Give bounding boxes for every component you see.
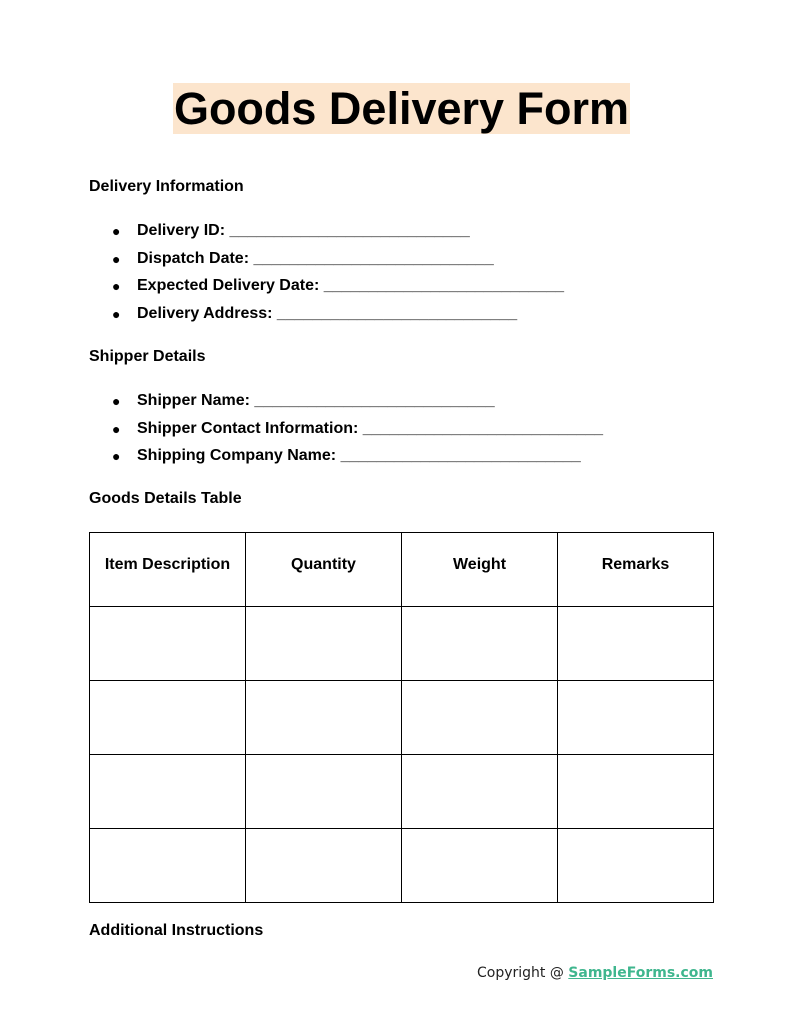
table-row bbox=[90, 681, 714, 755]
table-cell[interactable] bbox=[402, 607, 558, 681]
table-cell[interactable] bbox=[558, 607, 714, 681]
table-cell[interactable] bbox=[558, 681, 714, 755]
brand-link[interactable]: SampleForms.com bbox=[568, 965, 713, 981]
list-item-label: Shipper Contact Information: ___________________________ bbox=[137, 419, 604, 437]
list-item-dispatch-date bbox=[112, 249, 564, 277]
table-row bbox=[90, 829, 714, 903]
delivery-information-list bbox=[112, 221, 564, 331]
list-item-expected-delivery-date bbox=[112, 276, 564, 304]
table-cell[interactable] bbox=[90, 829, 246, 903]
additional-instructions-heading: Additional Instructions bbox=[89, 922, 264, 939]
table-cell[interactable] bbox=[402, 829, 558, 903]
list-item-shipper-name bbox=[112, 391, 603, 419]
shipper-details-heading: Shipper Details bbox=[89, 348, 206, 365]
list-item-label: Expected Delivery Date: ___________________________ bbox=[137, 277, 565, 294]
table-cell[interactable] bbox=[246, 607, 402, 681]
table-cell[interactable] bbox=[246, 829, 402, 903]
list-item-delivery-address bbox=[112, 304, 564, 332]
list-item-label: Dispatch Date: ___________________________ bbox=[137, 249, 494, 267]
table-cell[interactable] bbox=[90, 681, 246, 755]
column-header-remarks: Remarks bbox=[558, 533, 714, 607]
bullet-icon: ● bbox=[112, 250, 121, 267]
list-item-label: Shipper Name: ___________________________ bbox=[137, 392, 495, 409]
list-item-label: Shipping Company Name: ___________________________ bbox=[137, 447, 581, 464]
column-header-quantity: Quantity bbox=[246, 533, 402, 607]
table-cell[interactable] bbox=[558, 829, 714, 903]
table-cell[interactable] bbox=[558, 755, 714, 829]
table-cell[interactable] bbox=[90, 607, 246, 681]
table-cell[interactable] bbox=[246, 681, 402, 755]
list-item-label: Delivery ID: ___________________________ bbox=[137, 222, 470, 239]
table-cell[interactable] bbox=[246, 755, 402, 829]
shipper-details-list bbox=[112, 391, 603, 474]
page-title: Goods Delivery Form bbox=[173, 83, 630, 134]
list-item-shipper-contact bbox=[112, 419, 603, 447]
table-header-row bbox=[90, 533, 714, 607]
column-header-weight: Weight bbox=[402, 533, 558, 607]
bullet-icon: ● bbox=[112, 393, 121, 409]
column-header-item-description: Item Description bbox=[90, 533, 246, 607]
goods-details-heading: Goods Details Table bbox=[89, 490, 242, 507]
bullet-icon: ● bbox=[112, 278, 121, 294]
table-cell[interactable] bbox=[402, 681, 558, 755]
list-item-delivery-id bbox=[112, 221, 564, 249]
bullet-icon: ● bbox=[112, 305, 121, 322]
delivery-information-heading: Delivery Information bbox=[89, 178, 244, 195]
bullet-icon: ● bbox=[112, 420, 121, 437]
copyright-text: Copyright @ bbox=[476, 965, 569, 981]
bullet-icon: ● bbox=[112, 223, 121, 239]
goods-details-table bbox=[89, 532, 714, 903]
table-row bbox=[90, 755, 714, 829]
bullet-icon: ● bbox=[112, 448, 121, 464]
list-item-label: Delivery Address: ___________________________ bbox=[137, 304, 518, 322]
list-item-shipping-company bbox=[112, 446, 603, 474]
table-cell[interactable] bbox=[90, 755, 246, 829]
title-container bbox=[0, 83, 803, 134]
table-row bbox=[90, 607, 714, 681]
copyright-footer bbox=[477, 964, 713, 982]
table-cell[interactable] bbox=[402, 755, 558, 829]
